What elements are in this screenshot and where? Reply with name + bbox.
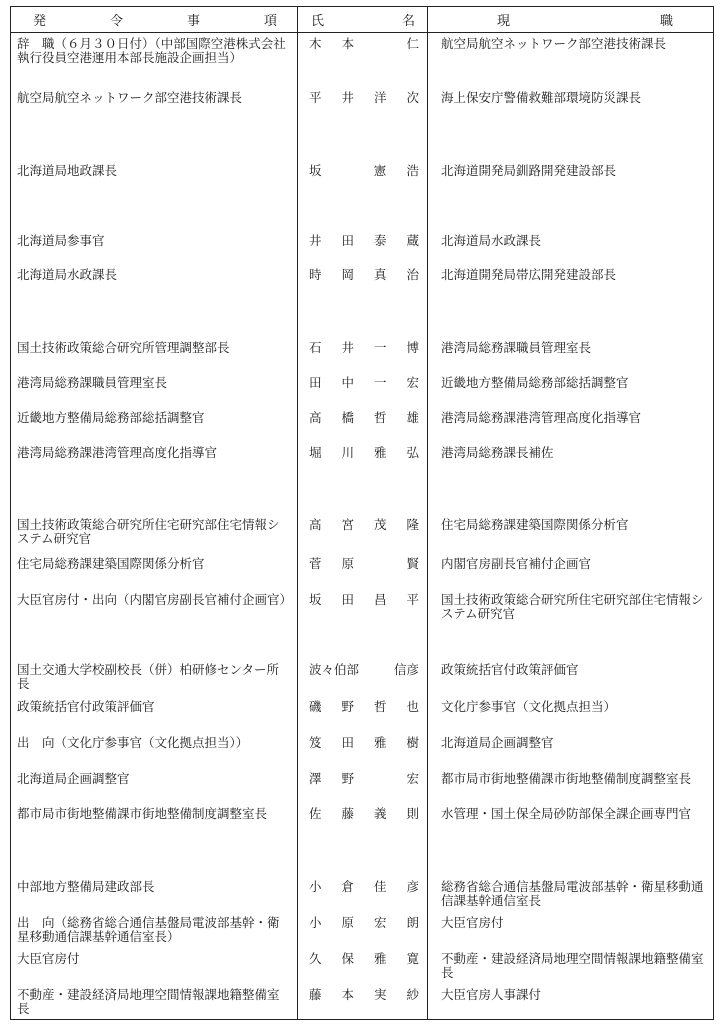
order-cell: 国土技術政策総合研究所住宅研究部住宅情報システム研究官 <box>17 517 280 546</box>
name-char: 菅 <box>309 556 322 571</box>
name-char: 浩 <box>406 163 419 178</box>
current-position-cell: 内閣官房副長官補付企画官 <box>441 556 592 571</box>
name-char: 寛 <box>406 951 419 966</box>
name-char: 一 <box>373 340 387 355</box>
current-position-cell: 港湾局総務課港湾管理高度化指導官 <box>441 410 642 425</box>
current-position-cell: 北海道開発局釧路開発建設部長 <box>441 163 617 178</box>
name-char: 木 <box>309 36 322 51</box>
name-char: 樹 <box>406 735 419 750</box>
name-char: 小 <box>309 915 322 930</box>
name-char: 茂 <box>373 517 387 532</box>
name-char: 雅 <box>373 951 387 966</box>
current-position-cell: 総務省総合通信基盤局電波部基幹・衛星移動通信課基幹通信室長 <box>441 879 704 908</box>
name-char: 昌 <box>373 592 387 607</box>
name-char: 田 <box>341 735 354 750</box>
order-cell: 都市局市街地整備課市街地整備制度調整室長 <box>17 806 268 821</box>
column-divider <box>297 7 298 1019</box>
order-cell: 北海道局水政課長 <box>17 267 118 282</box>
name-char: 田 <box>341 592 354 607</box>
name-char: 紗 <box>406 987 419 1002</box>
name-char: 石 <box>309 340 322 355</box>
name-char: 磯 <box>309 699 322 714</box>
name-char: 宮 <box>341 517 354 532</box>
name-char: 高 <box>309 517 322 532</box>
order-cell: 出 向（文化庁参事官（文化拠点担当）） <box>17 735 249 750</box>
name-char: 博 <box>406 340 419 355</box>
current-position-cell: 港湾局総務課長補佐 <box>441 445 554 460</box>
name-char: 中 <box>341 375 354 390</box>
name-char: 哲 <box>373 410 387 425</box>
header-char: 事 <box>186 14 200 29</box>
name-char <box>342 164 354 178</box>
name-char: 保 <box>341 951 354 966</box>
name-cell <box>309 557 419 571</box>
name-char: 小 <box>309 879 322 894</box>
name-char: 次 <box>406 90 419 105</box>
order-cell: 港湾局総務課職員管理室長 <box>17 375 168 390</box>
name-char: 憲 <box>373 163 387 178</box>
order-cell: 不動産・建設経済局地理空間情報課地籍整備室長 <box>17 987 280 1016</box>
header-char: 現 <box>497 14 511 29</box>
order-cell: 国土技術政策総合研究所管理調整部長 <box>17 340 230 355</box>
current-position-cell: 北海道開発局帯広開発建設部長 <box>441 267 617 282</box>
name-cell <box>309 91 419 105</box>
name-cell <box>309 164 419 178</box>
name-cell <box>309 952 419 966</box>
name-cell <box>309 700 419 714</box>
name-char: 波々伯部 <box>309 662 360 677</box>
name-char: 雄 <box>406 410 419 425</box>
name-char: 佐 <box>309 806 322 821</box>
name-char: 藤 <box>309 987 322 1002</box>
name-cell <box>309 268 419 282</box>
name-char: 宏 <box>406 771 419 786</box>
header-char: 名 <box>401 14 415 29</box>
current-position-cell: 海上保安庁警備救難部環境防災課長 <box>441 90 642 105</box>
order-cell: 近畿地方整備局総務部総括調整官 <box>17 410 205 425</box>
name-char: 笈 <box>309 735 322 750</box>
name-char: 坂 <box>309 592 322 607</box>
order-cell: 政策統括官付政策評価官 <box>17 699 155 714</box>
name-char <box>374 557 386 571</box>
name-cell <box>309 376 419 390</box>
order-cell: 住宅局総務課建築国際関係分析官 <box>17 556 205 571</box>
name-char: 原 <box>341 915 354 930</box>
name-char: 野 <box>341 771 355 786</box>
header-char: 職 <box>659 14 673 29</box>
name-cell <box>309 518 419 532</box>
name-char: 坂 <box>309 163 322 178</box>
name-char: 倉 <box>341 879 354 894</box>
name-char: 治 <box>406 267 419 282</box>
name-char: 義 <box>373 806 387 821</box>
order-cell: 北海道局企画調整官 <box>17 771 130 786</box>
name-cell <box>309 593 419 607</box>
header-name <box>311 7 415 32</box>
header-char: 氏 <box>311 14 325 29</box>
name-cell <box>309 446 419 460</box>
column-divider <box>427 7 428 1019</box>
name-char: 賢 <box>406 556 419 571</box>
name-char <box>374 772 386 786</box>
name-char: 澤 <box>309 771 322 786</box>
name-char: 堀 <box>309 445 322 460</box>
current-position-cell: 国土技術政策総合研究所住宅研究部住宅情報システム研究官 <box>441 592 704 621</box>
current-position-cell: 港湾局総務課職員管理室長 <box>441 340 592 355</box>
header-divider <box>11 32 713 33</box>
name-char: 岡 <box>341 267 354 282</box>
name-char: 朗 <box>406 915 419 930</box>
name-char: 井 <box>309 233 322 248</box>
name-char <box>363 663 375 677</box>
current-position-cell: 大臣官房付 <box>441 915 504 930</box>
name-char: 也 <box>406 699 419 714</box>
name-char: 雅 <box>373 735 387 750</box>
name-char: 宏 <box>406 375 419 390</box>
name-cell <box>309 37 419 51</box>
name-char: 高 <box>309 410 322 425</box>
name-char: 隆 <box>406 517 419 532</box>
name-char: 宏 <box>373 915 387 930</box>
name-char: 原 <box>341 556 355 571</box>
name-char: 洋 <box>373 90 387 105</box>
name-char: 川 <box>341 445 354 460</box>
order-cell: 辞 職（６月３０日付）（中部国際空港株式会社執行役員空港運用本部長施設企画担当） <box>17 36 286 65</box>
name-char: 久 <box>309 951 322 966</box>
order-cell: 港湾局総務課港湾管理高度化指導官 <box>17 445 218 460</box>
name-cell <box>309 807 419 821</box>
name-char <box>374 37 386 51</box>
personnel-table <box>10 6 714 1020</box>
name-char: 本 <box>341 36 355 51</box>
order-cell: 北海道局地政課長 <box>17 163 118 178</box>
name-char: 則 <box>406 806 419 821</box>
header-char: 項 <box>263 14 277 29</box>
current-position-cell: 政策統括官付政策評価官 <box>441 662 579 677</box>
current-position-cell: 航空局航空ネットワーク部空港技術課長 <box>441 36 667 51</box>
header-order <box>33 7 277 32</box>
current-position-cell: 北海道局水政課長 <box>441 233 542 248</box>
name-cell <box>309 341 419 355</box>
order-cell: 大臣官房付 <box>17 951 80 966</box>
name-cell <box>309 234 419 248</box>
header-current <box>497 7 673 32</box>
name-cell <box>309 988 419 1002</box>
name-char: 仁 <box>406 36 419 51</box>
name-char: 蔵 <box>406 233 419 248</box>
name-char: 一 <box>373 375 387 390</box>
header-char: 発 <box>33 14 47 29</box>
name-cell <box>309 772 419 786</box>
name-char: 彦 <box>406 879 419 894</box>
order-cell: 国土交通大学校副校長（併）柏研修センター所長 <box>17 662 280 691</box>
name-char: 佳 <box>373 879 387 894</box>
name-char: 時 <box>309 267 322 282</box>
order-cell: 航空局航空ネットワーク部空港技術課長 <box>17 90 243 105</box>
current-position-cell: 北海道局企画調整官 <box>441 735 554 750</box>
name-char: 弘 <box>406 445 419 460</box>
current-position-cell: 都市局市街地整備課市街地整備制度調整室長 <box>441 771 692 786</box>
current-position-cell: 大臣官房人事課付 <box>441 987 542 1002</box>
current-position-cell: 近畿地方整備局総務部総括調整官 <box>441 375 629 390</box>
order-cell: 中部地方整備局建政部長 <box>17 879 155 894</box>
name-char: 哲 <box>373 699 387 714</box>
name-char: 平 <box>406 592 419 607</box>
name-char: 田 <box>309 375 322 390</box>
name-char <box>378 663 390 677</box>
current-position-cell: 水管理・国土保全局砂防部保全課企画専門官 <box>441 806 692 821</box>
name-char: 泰 <box>373 233 387 248</box>
name-char: 藤 <box>341 806 354 821</box>
order-cell: 大臣官房付・出向（内閣官房副長官補付企画官） <box>17 592 293 607</box>
name-char: 田 <box>341 233 354 248</box>
order-cell: 出 向（総務省総合通信基盤局電波部基幹・衛星移動通信課基幹通信室長） <box>17 915 280 944</box>
name-char: 井 <box>341 340 354 355</box>
order-cell: 北海道局参事官 <box>17 233 105 248</box>
name-cell <box>309 916 419 930</box>
name-cell <box>309 736 419 750</box>
name-cell <box>309 411 419 425</box>
name-char: 雅 <box>373 445 387 460</box>
name-char: 野 <box>341 699 354 714</box>
name-char: 橋 <box>341 410 354 425</box>
name-char: 本 <box>341 987 354 1002</box>
name-char: 信彦 <box>393 662 419 677</box>
name-char: 真 <box>373 267 387 282</box>
name-char: 実 <box>373 987 387 1002</box>
header-char: 令 <box>109 14 123 29</box>
current-position-cell: 不動産・建設経済局地理空間情報課地籍整備室長 <box>441 951 704 980</box>
name-char: 井 <box>341 90 354 105</box>
current-position-cell: 文化庁参事官（文化拠点担当） <box>441 699 617 714</box>
name-char: 平 <box>309 90 322 105</box>
name-cell <box>309 880 419 894</box>
current-position-cell: 住宅局総務課建築国際関係分析官 <box>441 517 629 532</box>
name-cell <box>309 663 419 677</box>
